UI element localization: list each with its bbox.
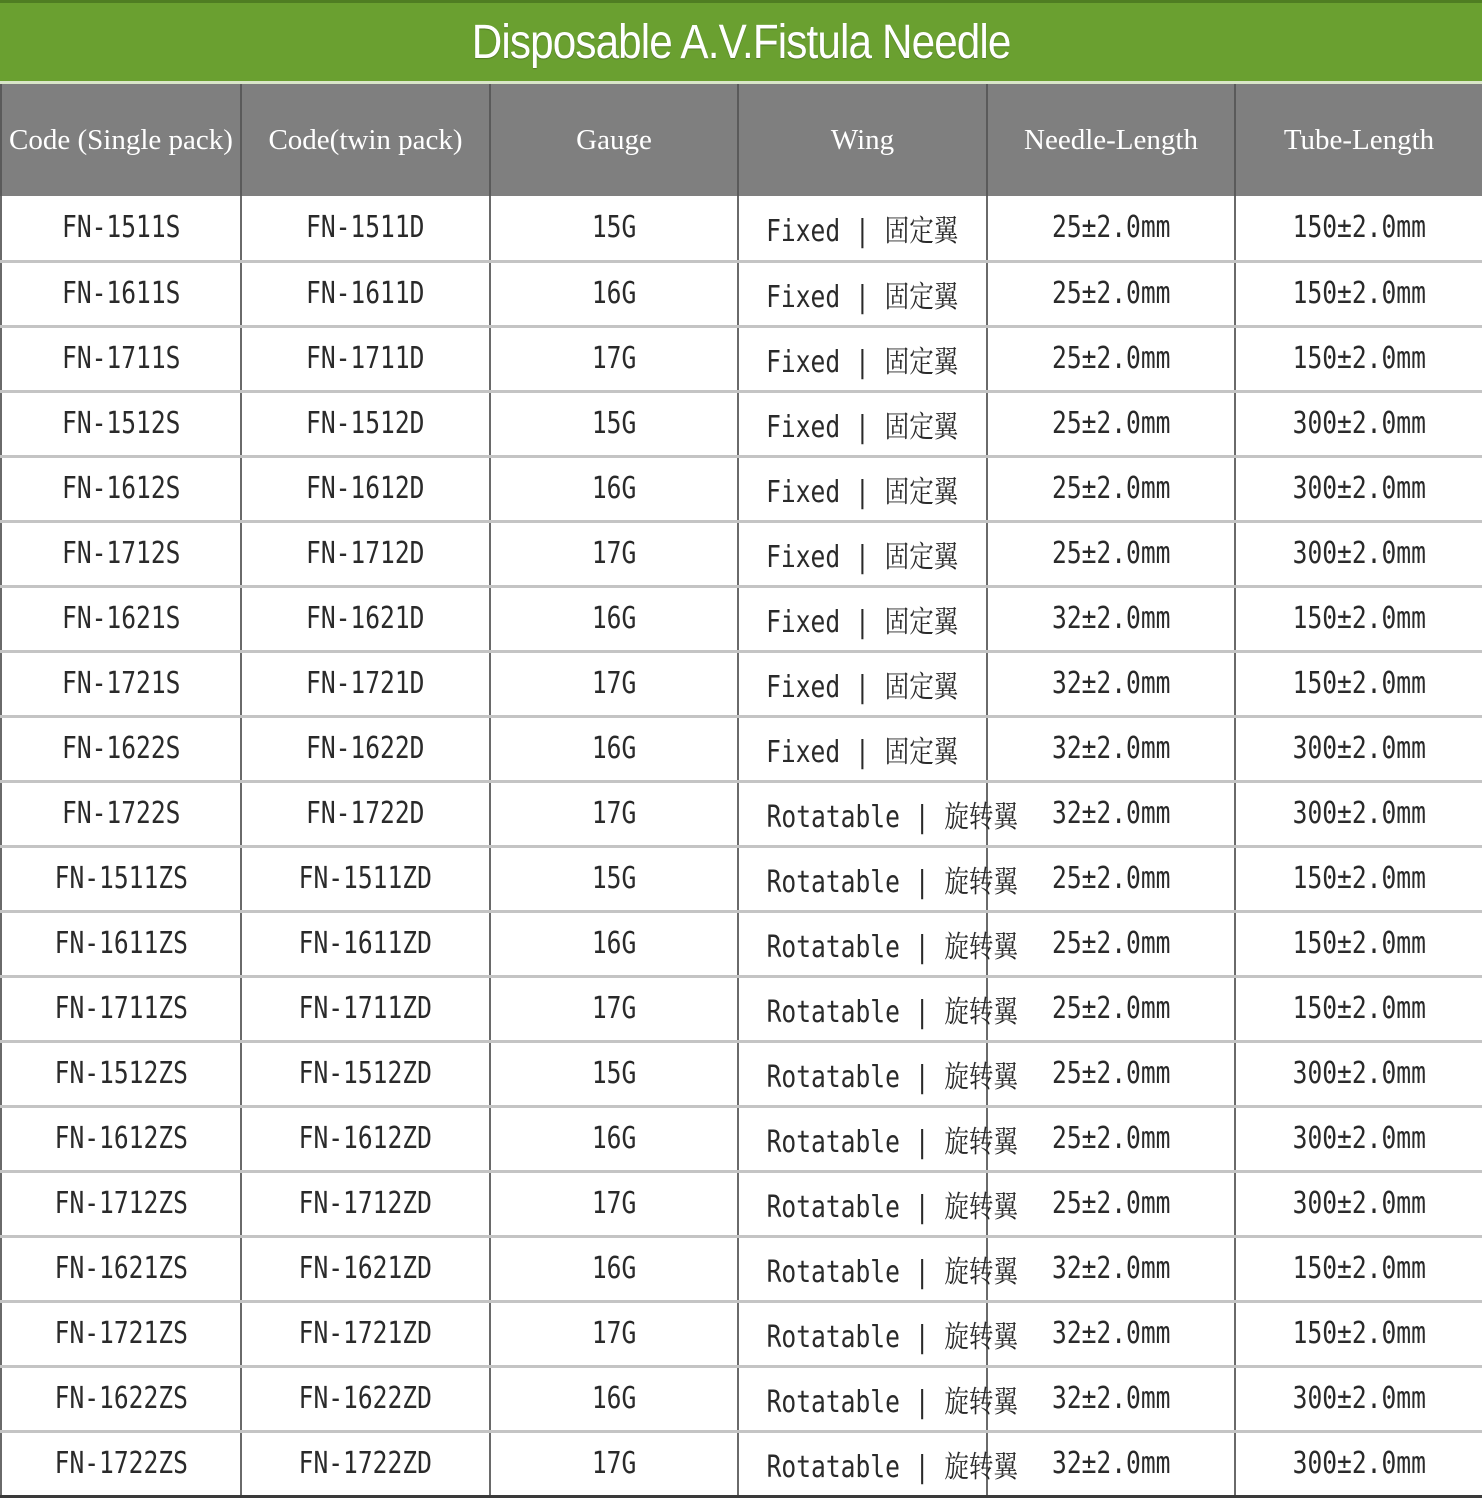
cell-code-single-text: FN-1712ZS [54,1186,188,1221]
cell-code-twin-text: FN-1621D [306,601,425,636]
cell-tube-length-text: 300±2.0mm [1292,1056,1426,1091]
cell-tube-length [1235,1171,1482,1236]
cell-needle-length-text: 25±2.0mm [1051,341,1171,376]
cell-tube-length-text: 150±2.0mm [1292,210,1426,246]
title-bar [0,0,1482,84]
cell-gauge [490,261,738,326]
cell-tube-length [1235,846,1482,911]
table-row [1,196,1482,261]
cell-needle-length [987,391,1235,456]
cell-wing-text: Fixed | 固定翼 [766,279,959,315]
header-tube-length: Tube-Length [1235,84,1482,196]
cell-code-single-text: FN-1512S [61,406,181,441]
cell-tube-length-text: 150±2.0mm [1292,991,1426,1026]
cell-gauge-text: 16G [591,1381,637,1416]
cell-code-twin [241,1366,490,1431]
cell-code-single [1,1171,241,1236]
cell-wing [738,456,987,521]
cell-needle-length [987,911,1235,976]
cell-gauge-text: 16G [591,731,637,766]
cell-tube-length-text: 300±2.0mm [1292,796,1426,831]
cell-wing-text: Fixed | 固定翼 [766,669,959,705]
table-row [1,1041,1482,1106]
cell-code-single [1,1366,241,1431]
cell-gauge [490,1041,738,1106]
cell-code-single [1,1236,241,1301]
cell-tube-length [1235,976,1482,1041]
cell-tube-length [1235,391,1482,456]
cell-wing [738,716,987,781]
cell-gauge [490,456,738,521]
cell-wing [738,1171,1019,1236]
cell-code-single-text: FN-1722S [61,796,181,831]
table-row [1,586,1482,651]
cell-needle-length-text: 32±2.0mm [1051,731,1171,766]
cell-gauge [490,586,738,651]
cell-needle-length [987,521,1235,586]
header-code-twin: Code(twin pack) [241,84,490,196]
cell-code-twin-text: FN-1712D [306,536,425,571]
cell-gauge [490,196,738,261]
cell-tube-length [1235,781,1482,846]
cell-wing-text: Rotatable | 旋转翼 [766,1189,1019,1225]
cell-tube-length-text: 150±2.0mm [1292,666,1426,701]
cell-gauge-text: 17G [591,341,637,376]
cell-gauge [490,1106,738,1171]
cell-wing-text: Rotatable | 旋转翼 [766,864,1019,900]
cell-code-single [1,196,241,261]
cell-tube-length-text: 300±2.0mm [1292,1186,1426,1221]
cell-code-twin-text: FN-1621ZD [298,1251,433,1286]
cell-gauge [490,1301,738,1366]
cell-code-single [1,781,241,846]
cell-wing-text: Rotatable | 旋转翼 [766,1319,1019,1355]
cell-code-single-text: FN-1721ZS [54,1316,188,1351]
cell-code-single-text: FN-1721S [61,666,181,701]
cell-wing [738,781,1019,846]
cell-wing [738,261,987,326]
cell-needle-length-text: 25±2.0mm [1051,210,1171,246]
spec-table [0,84,1482,1498]
cell-needle-length-text: 32±2.0mm [1051,666,1171,701]
cell-gauge-text: 15G [591,1056,637,1091]
cell-wing [738,1106,1019,1171]
cell-needle-length [987,1301,1235,1366]
cell-needle-length [987,716,1235,781]
table-row [1,781,1482,846]
cell-gauge-text: 16G [591,601,637,636]
cell-code-single-text: FN-1722ZS [54,1446,188,1481]
cell-tube-length [1235,456,1482,521]
cell-gauge-text: 16G [591,471,637,506]
table-row [1,651,1482,716]
cell-tube-length [1235,326,1482,391]
cell-wing [738,651,987,716]
cell-code-single-text: FN-1621ZS [54,1251,188,1286]
cell-code-twin [241,1106,490,1171]
cell-gauge-text: 17G [591,666,637,701]
cell-tube-length-text: 300±2.0mm [1292,1121,1426,1156]
cell-needle-length-text: 25±2.0mm [1051,861,1171,896]
cell-tube-length-text: 300±2.0mm [1292,536,1426,571]
cell-needle-length [987,976,1235,1041]
cell-tube-length-text: 150±2.0mm [1292,1316,1426,1351]
cell-code-twin [241,1301,490,1366]
cell-code-single-text: FN-1612S [61,471,181,506]
cell-needle-length [987,1171,1235,1236]
cell-code-twin [241,976,490,1041]
cell-code-single-text: FN-1712S [61,536,181,571]
cell-needle-length-text: 25±2.0mm [1051,1121,1171,1156]
cell-code-single-text: FN-1511ZS [54,861,188,896]
cell-code-single-text: FN-1511S [61,210,181,246]
cell-gauge-text: 17G [591,1446,637,1481]
cell-wing [738,1301,1019,1366]
cell-tube-length-text: 300±2.0mm [1292,731,1426,766]
cell-code-twin [241,391,490,456]
cell-gauge-text: 16G [591,276,637,311]
cell-needle-length [987,1366,1235,1431]
cell-tube-length-text: 150±2.0mm [1292,1251,1426,1286]
cell-wing [738,1431,1019,1496]
header-gauge: Gauge [490,84,738,196]
cell-code-twin-text: FN-1622D [306,731,425,766]
cell-needle-length [987,781,1235,846]
table-row [1,1301,1482,1366]
cell-code-single [1,1106,241,1171]
cell-wing-text: Fixed | 固定翼 [766,344,959,380]
table-row [1,1431,1482,1496]
cell-code-twin-text: FN-1612ZD [298,1121,433,1156]
cell-code-twin-text: FN-1622ZD [298,1381,433,1416]
cell-code-single [1,716,241,781]
table-row [1,391,1482,456]
cell-code-twin-text: FN-1611D [306,276,425,311]
cell-gauge [490,521,738,586]
cell-tube-length [1235,1041,1482,1106]
cell-tube-length-text: 150±2.0mm [1292,276,1426,311]
table-row [1,261,1482,326]
cell-code-twin [241,781,490,846]
cell-code-twin-text: FN-1612D [306,471,425,506]
cell-wing [738,326,987,391]
cell-code-twin-text: FN-1721D [306,666,425,701]
cell-code-twin-text: FN-1721ZD [298,1316,433,1351]
cell-wing-text: Rotatable | 旋转翼 [766,1254,1019,1290]
cell-wing-text: Rotatable | 旋转翼 [766,1059,1019,1095]
cell-code-single-text: FN-1612ZS [54,1121,188,1156]
cell-tube-length [1235,911,1482,976]
cell-needle-length [987,846,1235,911]
cell-code-single [1,976,241,1041]
cell-code-twin-text: FN-1711ZD [298,991,433,1026]
header-wing: Wing [738,84,987,196]
cell-code-single-text: FN-1622ZS [54,1381,188,1416]
table-row [1,1106,1482,1171]
cell-code-twin-text: FN-1611ZD [298,926,433,961]
cell-gauge-text: 16G [591,1251,637,1286]
cell-code-single [1,1041,241,1106]
cell-code-twin-text: FN-1512D [306,406,425,441]
cell-tube-length [1235,521,1482,586]
cell-needle-length [987,651,1235,716]
cell-wing [738,196,987,261]
table-row [1,716,1482,781]
cell-tube-length [1235,586,1482,651]
cell-tube-length-text: 300±2.0mm [1292,471,1426,506]
table-row [1,976,1482,1041]
cell-gauge-text: 17G [591,1316,637,1351]
cell-code-twin [241,911,490,976]
cell-tube-length-text: 150±2.0mm [1292,341,1426,376]
table-row [1,1366,1482,1431]
table-row [1,326,1482,391]
cell-code-single-text: FN-1711S [61,341,181,376]
header-code-single: Code (Single pack) [1,84,241,196]
cell-code-single-text: FN-1622S [61,731,181,766]
cell-needle-length-text: 25±2.0mm [1051,1056,1171,1091]
cell-code-single-text: FN-1512ZS [54,1056,188,1091]
cell-wing [738,1236,1019,1301]
cell-code-single [1,911,241,976]
cell-code-twin-text: FN-1722D [306,796,425,831]
cell-needle-length [987,1041,1235,1106]
cell-gauge-text: 17G [591,1186,637,1221]
cell-needle-length [987,456,1235,521]
cell-code-single [1,391,241,456]
cell-tube-length-text: 300±2.0mm [1292,406,1426,441]
cell-needle-length [987,1106,1235,1171]
cell-tube-length [1235,1106,1482,1171]
cell-code-single [1,1431,241,1496]
cell-wing-text: Fixed | 固定翼 [766,213,959,249]
cell-code-twin-text: FN-1722ZD [298,1446,433,1481]
cell-tube-length [1235,1431,1482,1496]
cell-code-twin-text: FN-1511D [306,210,425,246]
cell-wing [738,521,987,586]
page-title: Disposable A.V.Fistula Needle [471,15,1011,69]
cell-tube-length-text: 150±2.0mm [1292,926,1426,961]
cell-code-single [1,846,241,911]
cell-tube-length [1235,716,1482,781]
cell-code-single [1,651,241,716]
table-row [1,521,1482,586]
cell-wing [738,1366,1019,1431]
cell-code-twin [241,1236,490,1301]
cell-needle-length-text: 25±2.0mm [1051,991,1171,1026]
cell-wing-text: Rotatable | 旋转翼 [766,1124,1019,1160]
cell-needle-length-text: 25±2.0mm [1051,1186,1171,1221]
cell-gauge-text: 15G [591,210,637,246]
cell-gauge [490,1366,738,1431]
cell-code-single-text: FN-1621S [61,601,181,636]
cell-gauge [490,1171,738,1236]
cell-gauge [490,976,738,1041]
cell-wing [738,911,1019,976]
cell-wing-text: Fixed | 固定翼 [766,734,959,770]
cell-wing-text: Rotatable | 旋转翼 [766,1384,1019,1420]
table-row [1,1171,1482,1236]
cell-gauge [490,781,738,846]
cell-code-twin [241,1431,490,1496]
cell-needle-length-text: 25±2.0mm [1051,406,1171,441]
cell-needle-length [987,326,1235,391]
cell-needle-length-text: 32±2.0mm [1051,601,1171,636]
cell-wing-text: Fixed | 固定翼 [766,539,959,575]
cell-needle-length-text: 32±2.0mm [1051,796,1171,831]
cell-gauge [490,1236,738,1301]
cell-needle-length-text: 25±2.0mm [1051,926,1171,961]
cell-code-single [1,1301,241,1366]
table-row [1,911,1482,976]
cell-gauge [490,846,738,911]
cell-code-twin-text: FN-1511ZD [298,861,433,896]
cell-needle-length [987,1236,1235,1301]
cell-code-twin [241,651,490,716]
cell-code-twin-text: FN-1711D [306,341,425,376]
cell-gauge [490,1431,738,1496]
cell-tube-length-text: 300±2.0mm [1292,1381,1426,1416]
cell-code-single [1,456,241,521]
cell-code-twin [241,261,490,326]
cell-gauge [490,326,738,391]
cell-tube-length-text: 150±2.0mm [1292,861,1426,896]
cell-wing [738,976,1019,1041]
cell-needle-length-text: 32±2.0mm [1051,1316,1171,1351]
cell-gauge-text: 16G [591,1121,637,1156]
cell-wing [738,391,987,456]
cell-code-single [1,261,241,326]
cell-gauge [490,911,738,976]
cell-tube-length [1235,1366,1482,1431]
cell-code-single [1,521,241,586]
cell-needle-length [987,261,1235,326]
cell-needle-length [987,196,1235,261]
cell-gauge-text: 17G [591,796,637,831]
cell-code-single-text: FN-1711ZS [54,991,188,1026]
cell-gauge-text: 16G [591,926,637,961]
cell-wing-text: Rotatable | 旋转翼 [766,1449,1019,1485]
cell-code-single-text: FN-1611S [61,276,181,311]
cell-gauge-text: 15G [591,861,637,896]
cell-gauge [490,391,738,456]
cell-tube-length [1235,261,1482,326]
cell-wing-text: Fixed | 固定翼 [766,604,959,640]
cell-code-twin-text: FN-1512ZD [298,1056,433,1091]
cell-tube-length [1235,1236,1482,1301]
cell-code-single-text: FN-1611ZS [54,926,188,961]
cell-code-twin [241,586,490,651]
table-row [1,1236,1482,1301]
table-row [1,456,1482,521]
cell-gauge-text: 17G [591,536,637,571]
header-row [1,84,1482,196]
cell-code-twin [241,1171,490,1236]
cell-needle-length [987,586,1235,651]
header-needle-length: Needle-Length [987,84,1235,196]
cell-gauge [490,651,738,716]
table-row [1,846,1482,911]
cell-gauge [490,716,738,781]
cell-code-twin-text: FN-1712ZD [298,1186,433,1221]
cell-needle-length-text: 25±2.0mm [1051,536,1171,571]
cell-code-twin [241,1041,490,1106]
cell-code-twin [241,846,490,911]
cell-needle-length-text: 25±2.0mm [1051,276,1171,311]
cell-gauge-text: 17G [591,991,637,1026]
cell-code-single [1,586,241,651]
cell-tube-length [1235,1301,1482,1366]
cell-gauge-text: 15G [591,406,637,441]
cell-wing-text: Rotatable | 旋转翼 [766,994,1019,1030]
cell-wing [738,586,987,651]
cell-code-twin [241,521,490,586]
cell-needle-length-text: 32±2.0mm [1051,1446,1171,1481]
table-body [1,196,1482,1496]
cell-code-single [1,326,241,391]
cell-tube-length-text: 300±2.0mm [1292,1446,1426,1481]
cell-wing-text: Rotatable | 旋转翼 [766,799,1019,835]
cell-wing-text: Fixed | 固定翼 [766,409,959,445]
cell-needle-length-text: 32±2.0mm [1051,1381,1171,1416]
cell-needle-length-text: 25±2.0mm [1051,471,1171,506]
cell-code-twin [241,716,490,781]
cell-wing [738,846,1019,911]
cell-needle-length [987,1431,1235,1496]
cell-wing-text: Rotatable | 旋转翼 [766,929,1019,965]
cell-code-twin [241,196,490,261]
cell-code-twin [241,326,490,391]
cell-tube-length [1235,651,1482,716]
table-header [1,84,1482,196]
cell-needle-length-text: 32±2.0mm [1051,1251,1171,1286]
cell-tube-length-text: 150±2.0mm [1292,601,1426,636]
cell-tube-length [1235,196,1482,261]
cell-code-twin [241,456,490,521]
cell-wing [738,1041,1019,1106]
cell-wing-text: Fixed | 固定翼 [766,474,959,510]
